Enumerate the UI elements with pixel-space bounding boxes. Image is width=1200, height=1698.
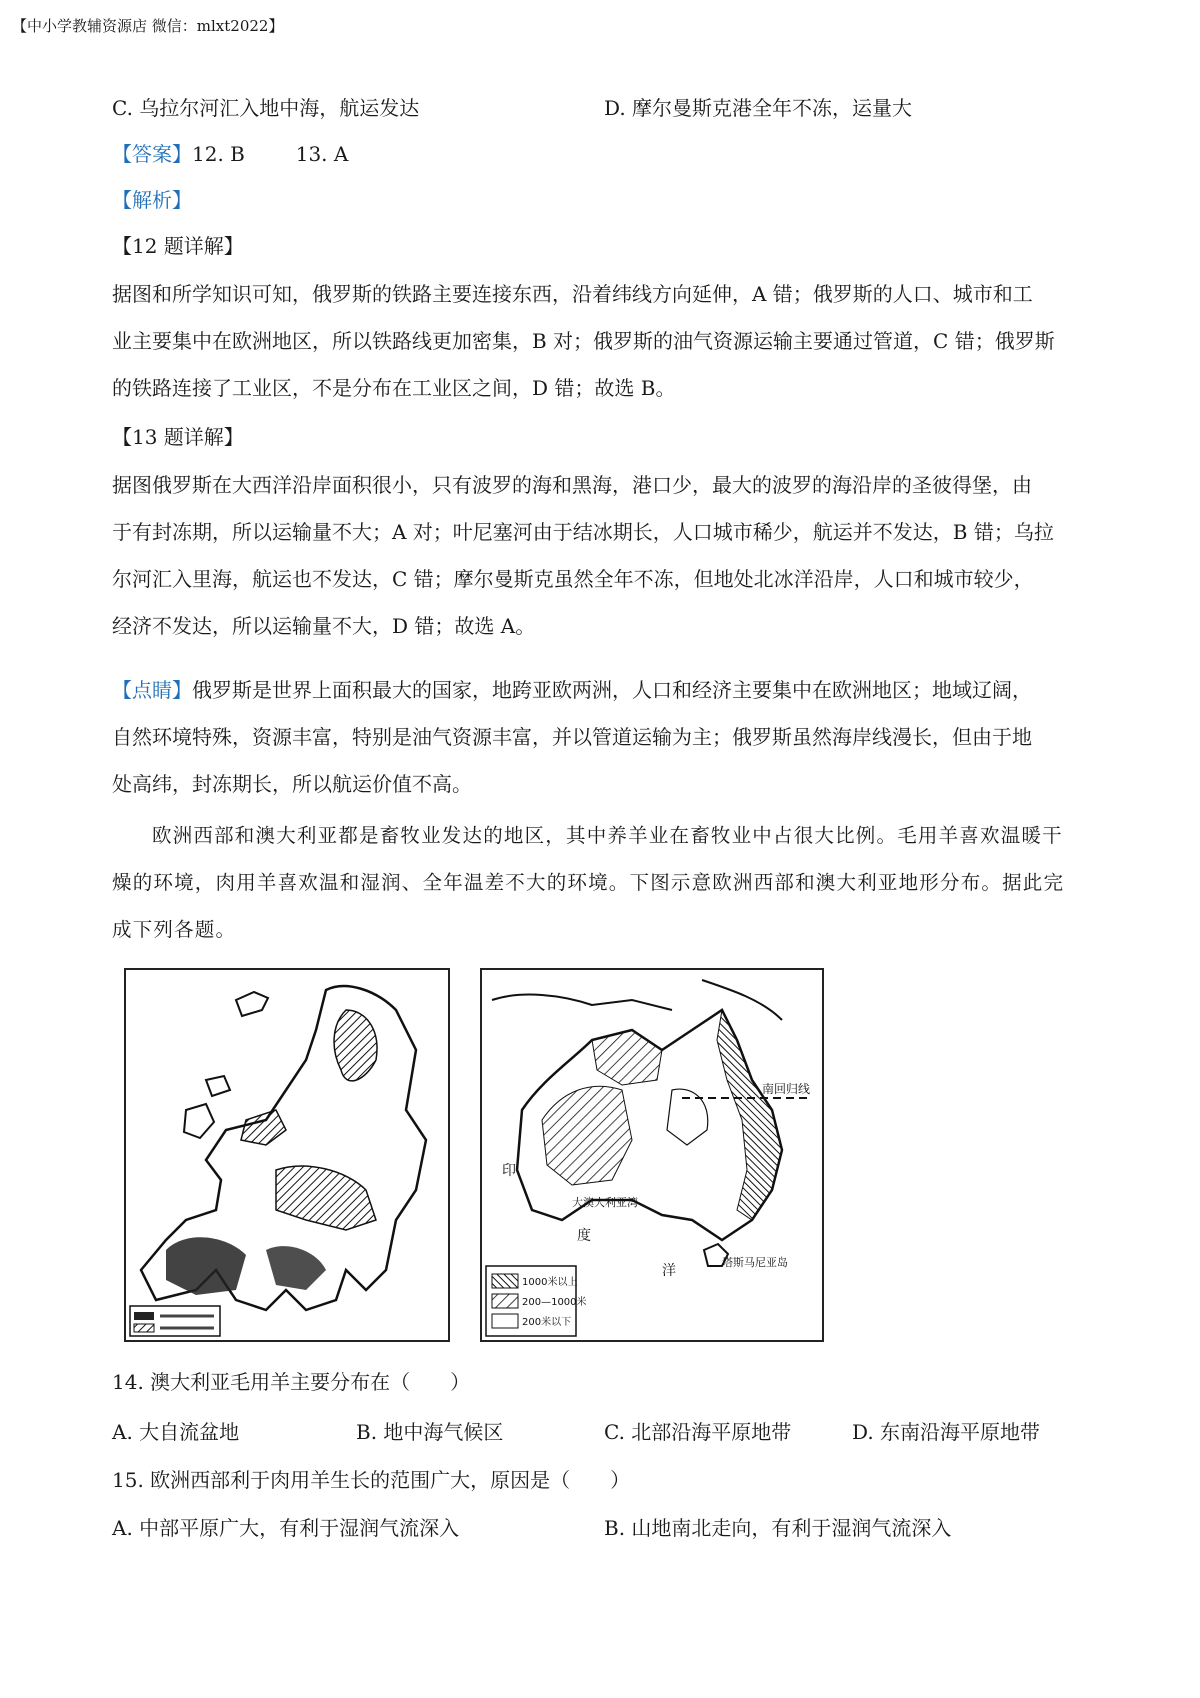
legend-label-low: 200米以下 — [522, 1317, 572, 1328]
q12-heading: 【12 题详解】 — [112, 234, 244, 258]
q12-line: 业主要集中在欧洲地区，所以铁路线更加密集，B 对；俄罗斯的油气资源运输主要通过管道，C 错；俄罗斯 — [112, 329, 1055, 353]
q12-explanation — [112, 271, 1108, 412]
legend-label-mid: 200—1000米 — [522, 1297, 587, 1308]
q12-line: 据图和所学知识可知，俄罗斯的铁路主要连接东西，沿着纬线方向延伸，A 错；俄罗斯的人口、城市和工 — [112, 282, 1033, 306]
answer-line — [112, 142, 348, 166]
dianjing-line: 自然环境特殊，资源丰富，特别是油气资源丰富，并以管道运输为主；俄罗斯虽然海岸线漫长，但由于地 — [112, 725, 1032, 749]
europe-map — [124, 968, 450, 1342]
intro-line: 燥的环境，肉用羊喜欢温和湿润、全年温差不大的环境。下图示意欧洲西部和澳大利亚地形分布。据此完 — [112, 871, 1065, 894]
q12-line: 的铁路连接了工业区，不是分布在工业区之间，D 错；故选 B。 — [112, 376, 676, 400]
q14-option-c: C. 北部沿海平原地带 — [604, 1420, 792, 1444]
dianjing-text: 俄罗斯是世界上面积最大的国家，地跨亚欧两洲，人口和经济主要集中在欧洲地区；地域辽阔， — [192, 678, 1032, 702]
tasmania-label: 塔斯马尼亚岛 — [722, 1256, 788, 1269]
australia-map — [480, 968, 824, 1342]
q13-explanation — [112, 462, 1108, 650]
analysis-tag: 【解析】 — [112, 188, 192, 212]
q15-stem: 15. 欧洲西部利于肉用羊生长的范围广大，原因是（ ） — [112, 1468, 631, 1492]
australia-map-drawing — [482, 970, 822, 1340]
q15-option-a: A. 中部平原广大，有利于湿润气流深入 — [112, 1516, 460, 1540]
legend-label-high: 1000米以上 — [522, 1277, 578, 1288]
dianjing-tag: 【点睛】 — [112, 678, 192, 702]
answer-tag: 【答案】 — [112, 142, 192, 166]
q13-heading: 【13 题详解】 — [112, 425, 244, 449]
q15-option-b: B. 山地南北走向，有利于湿润气流深入 — [604, 1516, 952, 1540]
ocean-label-1: 印 — [502, 1163, 516, 1179]
dianjing-line-1 — [112, 667, 1108, 714]
bight-label: 大澳大利亚湾 — [572, 1196, 638, 1209]
watermark: 【中小学教辅资源店 微信：mlxt2022】 — [12, 17, 284, 35]
q13-line: 据图俄罗斯在大西洋沿岸面积很小，只有波罗的海和黑海，港口少，最大的波罗的海沿岸的圣彼得堡，由 — [112, 473, 1032, 497]
q14-option-a: A. 大自流盆地 — [112, 1420, 240, 1444]
q14-option-b: B. 地中海气候区 — [356, 1420, 504, 1444]
ocean-label-2: 度 — [577, 1228, 591, 1244]
ocean-label-3: 洋 — [662, 1263, 676, 1279]
q13-line: 于有封冻期，所以运输量不大；A 对；叶尼塞河由于结冰期长，人口城市稀少，航运并不发达，B 错；乌拉 — [112, 520, 1054, 544]
intro-paragraph — [112, 812, 1108, 953]
q13-line: 经济不发达，所以运输量不大，D 错；故选 A。 — [112, 614, 536, 638]
tropic-label: 南回归线 — [762, 1082, 811, 1096]
q13-option-c: C. 乌拉尔河汇入地中海，航运发达 — [112, 96, 420, 120]
q14-option-d: D. 东南沿海平原地带 — [852, 1420, 1041, 1444]
dianjing-block — [112, 667, 1108, 808]
europe-map-drawing — [126, 970, 448, 1340]
q13-line: 尔河汇入里海，航运也不发达，C 错；摩尔曼斯克虽然全年不冻，但地处北冰洋沿岸，人口和城市较少， — [112, 567, 1034, 591]
q14-stem: 14. 澳大利亚毛用羊主要分布在（ ） — [112, 1370, 471, 1394]
answer-text: 12. B 13. A — [192, 142, 349, 166]
intro-line: 成下列各题。 — [112, 918, 237, 941]
q13-option-d: D. 摩尔曼斯克港全年不冻，运量大 — [604, 96, 913, 120]
intro-line: 欧洲西部和澳大利亚都是畜牧业发达的地区，其中养羊业在畜牧业中占很大比例。毛用羊喜欢温暖干 — [152, 824, 1063, 847]
dianjing-line: 处高纬，封冻期长，所以航运价值不高。 — [112, 772, 472, 796]
